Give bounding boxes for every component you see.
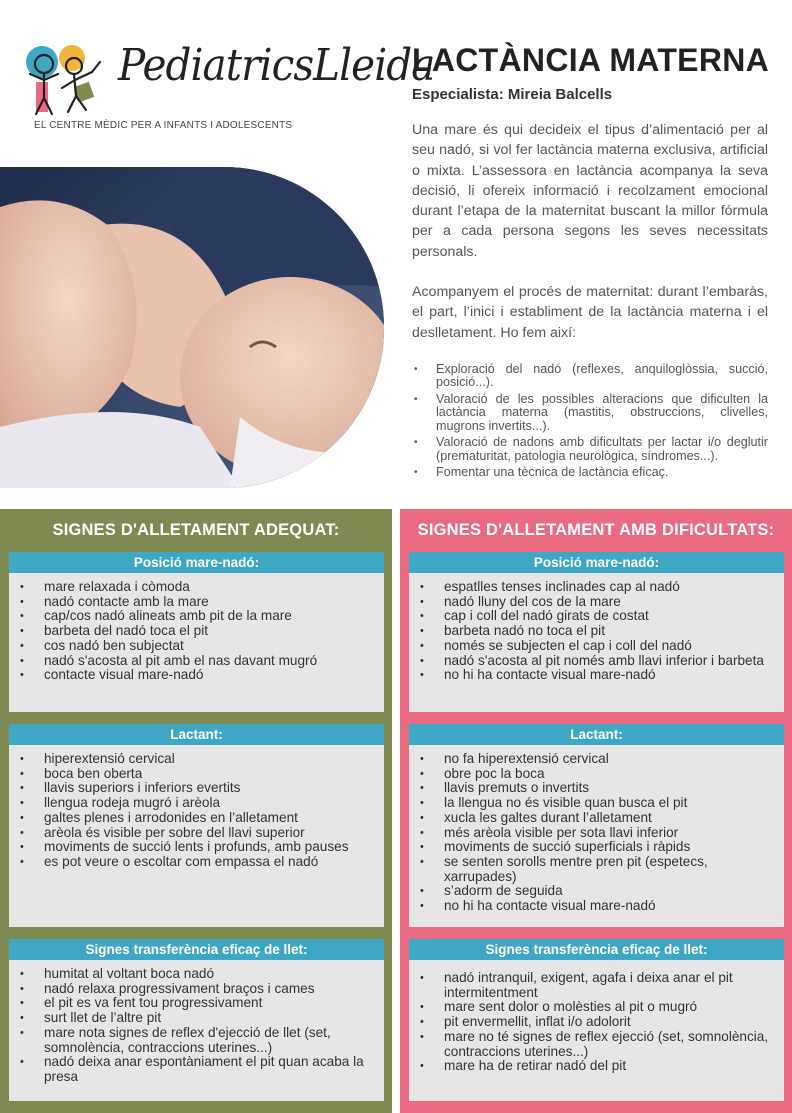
list-item: • llengua rodeja mugró i arèola: [19, 796, 372, 811]
box-heading: Signes transferència eficaç de llet:: [9, 939, 384, 960]
breastfeeding-photo: [0, 167, 384, 488]
list-item: • més arèola visible per sota llavi inferior: [419, 826, 772, 841]
list-item: • moviments de succió superficials i ràpids: [419, 840, 772, 855]
bullet-list: [9, 745, 384, 870]
list-item: • barbeta del nadó toca el pit: [19, 624, 372, 639]
list-item: • mare ha de retirar nadó del pit: [419, 1059, 772, 1074]
list-item: • galtes plenes i arrodonides en l’alletament: [19, 811, 372, 826]
adequate-transfer-box: [9, 939, 384, 1101]
specialist-line: Especialista: Mireia Balcells: [412, 86, 613, 103]
list-item: • Fomentar una tècnica de lactància eficaç.: [412, 466, 768, 480]
list-item: • nadó s'acosta al pit amb el nas davant mugró: [19, 654, 372, 669]
box-heading: Lactant:: [9, 724, 384, 745]
page-title: LACTÀNCIA MATERNA: [412, 42, 770, 78]
list-item: • nadó intranquil, exigent, agafa i deixa anar el pit intermitentment: [419, 971, 772, 1000]
list-item: • mare no té signes de reflex ejecció (set, somnolència, contraccions uterines...): [419, 1030, 772, 1059]
bullet-list: [409, 573, 784, 683]
list-item: • moviments de succió lents i profunds, amb pauses: [19, 840, 372, 855]
difficult-signs-panel: [400, 509, 792, 1113]
list-item: • arèola és visible per sobre del llavi superior: [19, 826, 372, 841]
list-item: • nadó contacte amb la mare: [19, 595, 372, 610]
list-item: • barbeta nadó no toca el pit: [419, 624, 772, 639]
brand-name: PediatricsLleida: [118, 40, 435, 91]
list-item: • nadó deixa anar espontàniament el pit quan acaba la presa: [19, 1055, 372, 1084]
difficult-transfer-box: [409, 939, 784, 1101]
list-item: • cap/cos nadó alineats amb pit de la mare: [19, 609, 372, 624]
box-heading: Posició mare-nadó:: [409, 552, 784, 573]
box-heading: Signes transferència eficaç de llet:: [409, 939, 784, 960]
list-item: • nadó s'acosta al pit només amb llavi inferior i barbeta: [419, 654, 772, 669]
bullet-list: [9, 573, 384, 683]
list-item: • Valoració de les possibles alteracions que dificulten la lactància materna (mastitis, obstruccions, clivelles, mugrons invertits...).: [412, 393, 768, 434]
list-item: • la llengua no és visible quan busca el pit: [419, 796, 772, 811]
list-item: • cap i coll del nadó girats de costat: [419, 609, 772, 624]
list-item: • nadó relaxa progressivament braços i cames: [19, 982, 372, 997]
list-item: • es pot veure o escoltar com empassa el nadó: [19, 855, 372, 870]
list-item: • se senten sorolls mentre pren pit (espetecs, xarrupades): [419, 855, 772, 884]
intro-list: [412, 363, 768, 480]
difficult-position-box: [409, 552, 784, 712]
bullet-list: [9, 960, 384, 1085]
list-item: • mare sent dolor o molèsties al pit o mugró: [419, 1000, 772, 1015]
brand-tagline: EL CENTRE MÈDIC PER A INFANTS I ADOLESCENTS: [34, 120, 293, 131]
adequate-panel-title: SIGNES D'ALLETAMENT ADEQUAT:: [52, 521, 340, 539]
list-item: • boca ben oberta: [19, 767, 372, 782]
adequate-position-box: [9, 552, 384, 712]
list-item: • no hi ha contacte visual mare-nadó: [419, 899, 772, 914]
list-item: • el pit es va fent tou progressivament: [19, 996, 372, 1011]
photo-illustration: [0, 167, 384, 488]
intro-paragraph-2: Acompanyem el procés de maternitat: durant l’embaràs, el part, l’inici i establiment de la lactància materna i el deslletament. Ho fem així:: [412, 284, 768, 341]
list-item: • cos nadó ben subjectat: [19, 639, 372, 654]
adequate-signs-panel: [0, 509, 392, 1113]
list-item: • humitat al voltant boca nadó: [19, 967, 372, 982]
list-item: • espatlles tenses inclinades cap al nadó: [419, 580, 772, 595]
bullet-list: [409, 745, 784, 914]
list-item: • no hi ha contacte visual mare-nadó: [419, 668, 772, 683]
list-item: • obre poc la boca: [419, 767, 772, 782]
bullet-list: [409, 960, 784, 1074]
list-item: • Exploració del nadó (reflexes, anquiloglòssia, succió, posició...).: [412, 363, 768, 390]
children-figures-icon: [22, 44, 118, 116]
list-item: • hiperextensió cervical: [19, 752, 372, 767]
list-item: • llavis premuts o invertits: [419, 781, 772, 796]
list-item: • no fa hiperextensió cervical: [419, 752, 772, 767]
difficult-infant-box: [409, 724, 784, 927]
list-item: • surt llet de l’altre pit: [19, 1011, 372, 1026]
intro-text: [412, 120, 768, 483]
list-item: • Valoració de nadons amb dificultats per lactar i/o deglutir (prematuritat, patologia neurològica, síndromes...).: [412, 436, 768, 463]
box-heading: Posició mare-nadó:: [9, 552, 384, 573]
list-item: • llavis superiors i inferiors evertits: [19, 781, 372, 796]
difficult-panel-title: SIGNES D'ALLETAMENT AMB DIFICULTATS:: [417, 521, 775, 539]
adequate-infant-box: [9, 724, 384, 927]
list-item: • mare relaxada i còmoda: [19, 580, 372, 595]
box-heading: Lactant:: [409, 724, 784, 745]
intro-paragraph-1: Una mare és qui decideix el tipus d’alimentació per al seu nadó, si vol fer lactància materna exclusiva, artificial o mixta. L’assessora en lactància acompanya la seva decisió, li ofereix informació i recolzament emocional durant l’etapa de la maternitat buscant la millor fórmula per a cada persona segons les seves necessitats personals.: [412, 122, 768, 260]
list-item: • nadó lluny del cos de la mare: [419, 595, 772, 610]
list-item: • contacte visual mare-nadó: [19, 668, 372, 683]
list-item: • s’adorm de seguida: [419, 884, 772, 899]
list-item: • xucla les galtes durant l’alletament: [419, 811, 772, 826]
list-item: • pit envermellit, inflat i/o adolorit: [419, 1015, 772, 1030]
logo: [22, 38, 435, 138]
list-item: • només se subjecten el cap i coll del nadó: [419, 639, 772, 654]
list-item: • mare nota signes de reflex d'ejecció de llet (set, somnolència, contraccions uterines...): [19, 1026, 372, 1055]
